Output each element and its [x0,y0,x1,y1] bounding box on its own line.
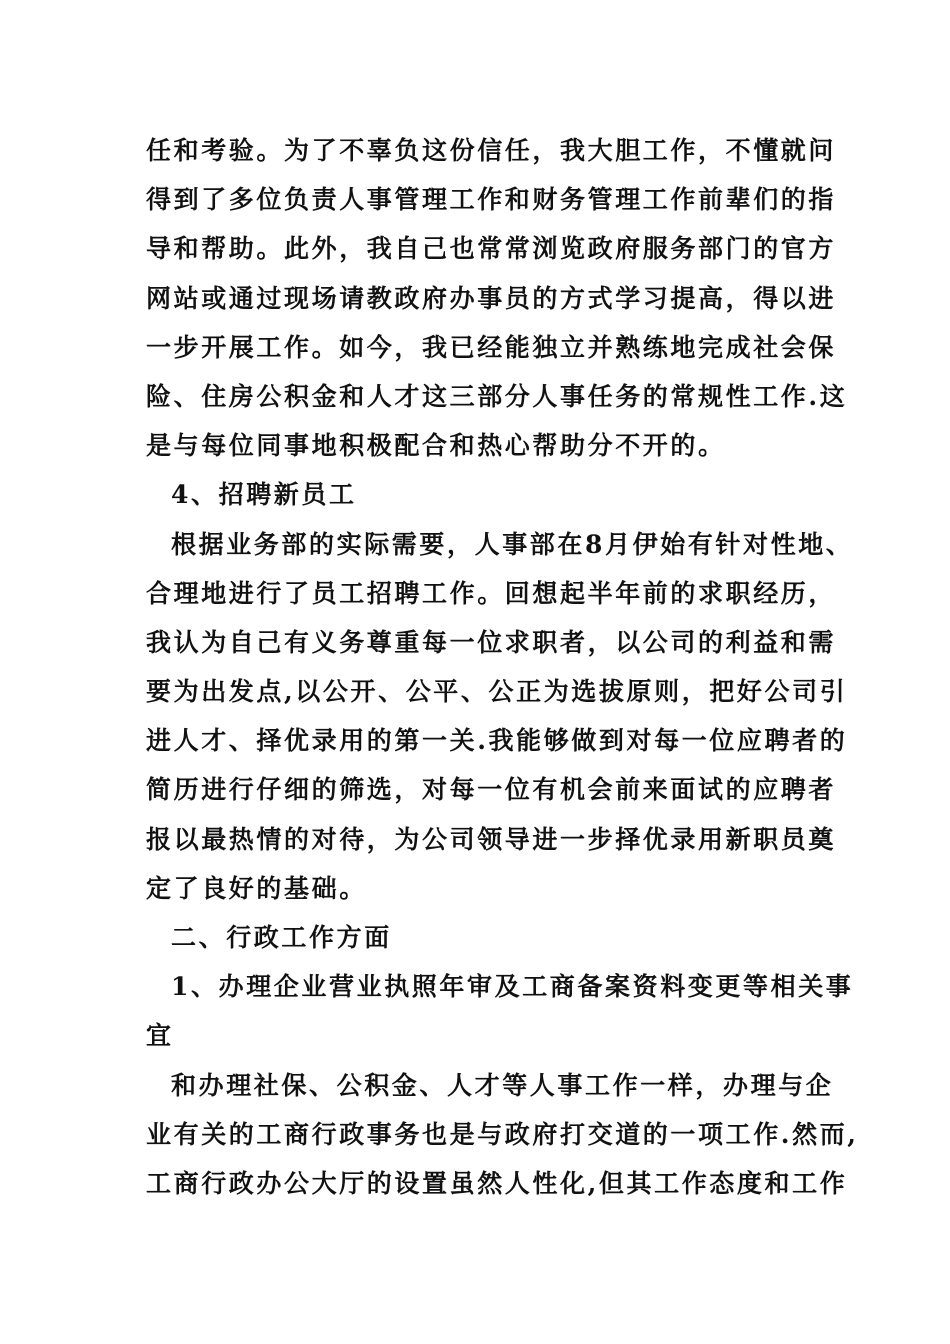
text-line: 一步开展工作。如今，我已经能独立并熟练地完成社会保 [146,332,837,362]
text-line: 工商行政办公大厅的设置虽然人性化,但其工作态度和工作 [146,1168,848,1198]
text-line: 任和考验。为了不辜负这份信任，我大胆工作，不懂就问 [146,136,837,165]
text-line: 是与每位同事地积极配合和热心帮助分不开的。 [146,431,726,461]
text-line: 导和帮助。此外，我自己也常常浏览政府服务部门的官方 [146,234,837,264]
body-text [146,126,859,1208]
text-line: 进人才、择优录用的第一关.我能够做到对每一位应聘者的 [146,726,848,756]
text-line: 业有关的工商行政事务也是与政府打交道的一项工作.然而, [146,1119,859,1149]
text-line: 根据业务部的实际需要，人事部在8月伊始有针对性地、 [171,529,854,559]
text-line: 定了良好的基础。 [146,873,367,903]
text-line: 网站或通过现场请教政府办事员的方式学习提高，得以进 [146,283,837,313]
text-line: 要为出发点,以公开、公平、公正为选拔原则，把好公司引 [146,677,848,707]
text-line: 和办理社保、公积金、人才等人事工作一样，办理与企 [171,1070,834,1100]
text-line: 得到了多位负责人事管理工作和财务管理工作前辈们的指 [146,185,837,215]
subsection-heading: 1、办理企业营业执照年审及工商备案资料变更等相关事 [171,972,854,1002]
text-line: 报以最热情的对待，为公司领导进一步择优录用新职员奠 [146,824,837,854]
section-heading: 4、招聘新员工 [171,480,357,510]
section-heading: 二、行政工作方面 [171,923,392,952]
text-line: 合理地进行了员工招聘工作。回想起半年前的求职经历， [146,578,837,608]
text-line: 简历进行仔细的筛选，对每一位有机会前来面试的应聘者 [146,775,837,805]
text-line: 我认为自己有义务尊重每一位求职者，以公司的利益和需 [146,627,837,657]
text-line: 险、住房公积金和人才这三部分人事任务的常规性工作.这 [146,381,848,411]
subsection-heading: 宜 [146,1021,174,1051]
